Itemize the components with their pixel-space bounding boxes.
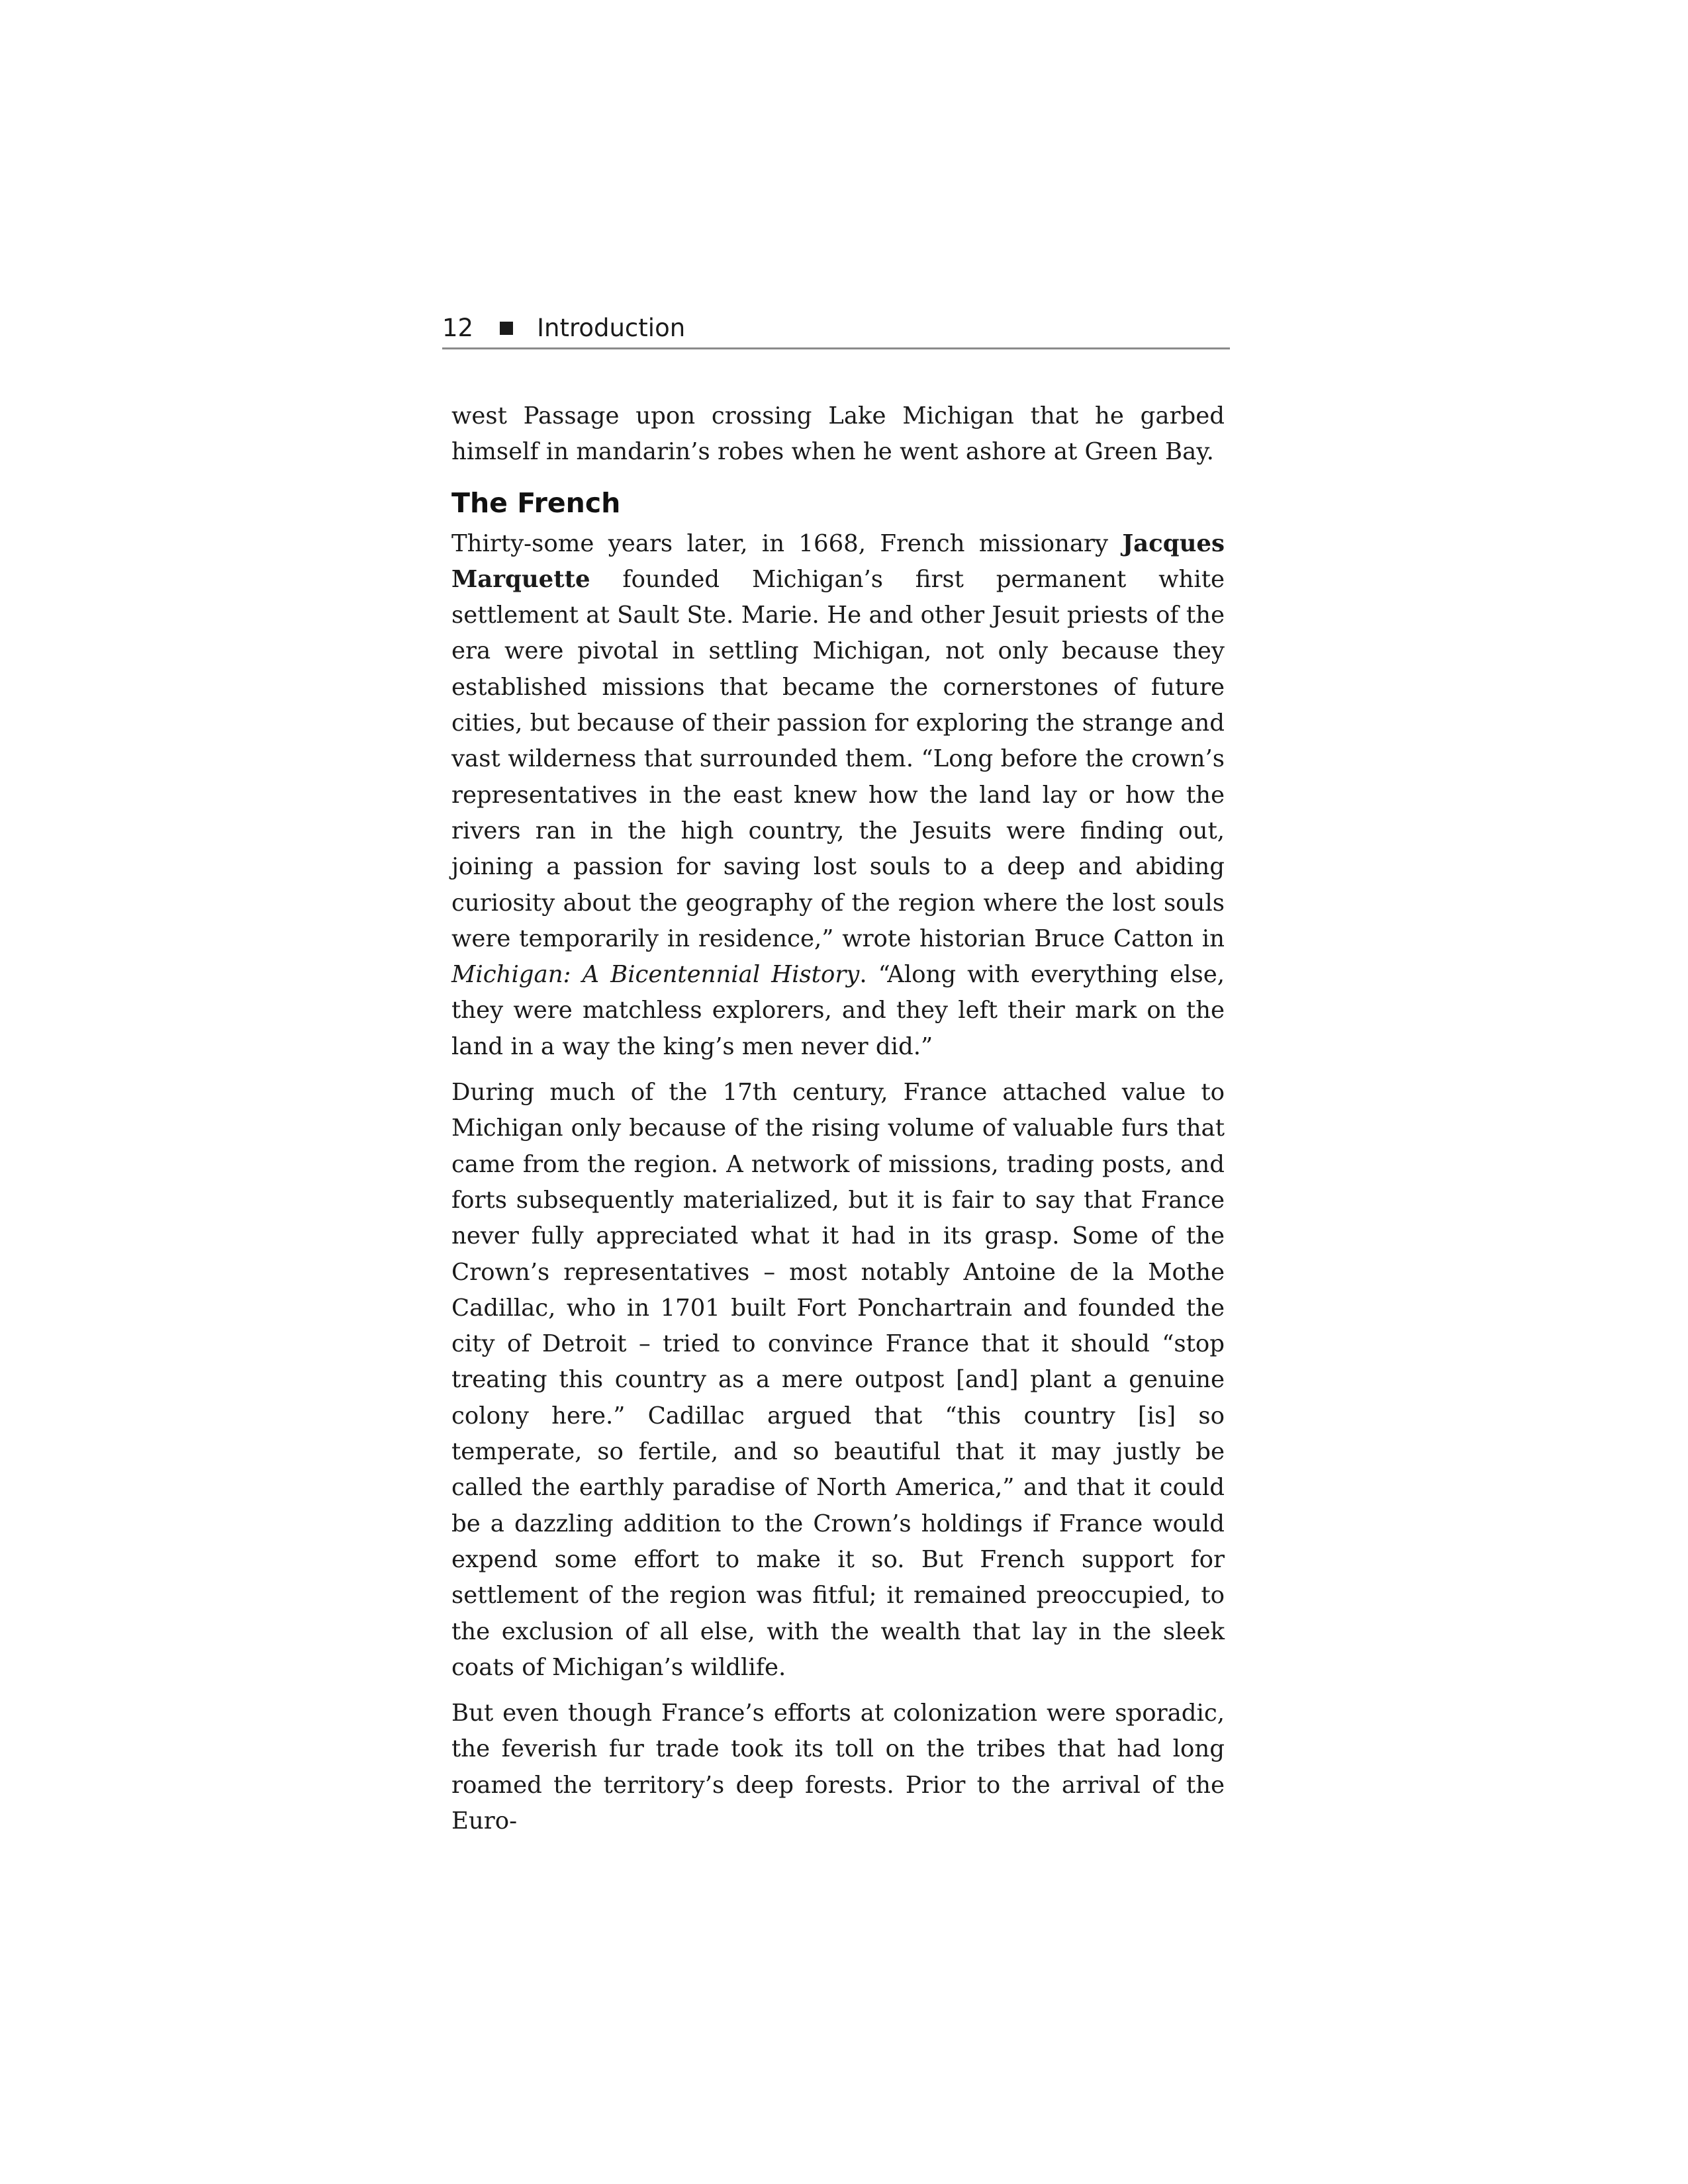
paragraph-text: founded Michigan’s first permanent white settlement at Sault Ste. Marie. He and other Jesuit priests of the era were pivotal in settling Michigan, not only because they established missions that became the cornerstones of future cities, but because of their passion for exploring the strange and vast wilderness that surrounded them. “Long before the crown’s representatives in the east knew how the land lay or how the rivers ran in the high country, the Jesuits were finding out, joining a passion for saving lost souls to a deep and abiding curiosity about the geography of the region where the lost souls were temporarily in residence,” wrote historian Bruce Catton in	[451, 565, 1225, 952]
paragraph-marquette	[451, 526, 1225, 1065]
paragraph-colonization: But even though France’s efforts at colonization were sporadic, the feverish fur trade took its toll on the tribes that had long roamed the territory’s deep forests. Prior to the arrival of the Euro-	[451, 1700, 1225, 1835]
paragraph-fur-trade: During much of the 17th century, France attached value to Michigan only because of the rising volume of valuable furs that came from the region. A network of missions, trading posts, and forts subsequently materialized, but it is fair to say that France never fully appreciated what it had in its grasp. Some of the Crown’s representatives – most notably Antoine de la Mothe Cadillac, who in 1701 built Fort Ponchartrain and founded the city of Detroit – tried to convince France that it should “stop treating this country as a mere outpost [and] plant a genuine colony here.” Cadillac argued that “this country [is] so temperate, so fertile, and so beautiful that it may justly be called the earthly paradise of North America,” and that it could be a dazzling addition to the Crown’s holdings if France would expend some effort to make it so. But French support for settlement of the region was fitful; it remained preoccupied, to the exclusion of all else, with the wealth that lay in the sleek coats of Michigan’s wildlife.	[451, 1079, 1225, 1681]
bold-name: Jacques Marquette	[451, 529, 1225, 593]
paragraph-text: . “Along with everything else, they were matchless explorers, and they left their mark on the land in a way the king’s men never did.”	[451, 961, 1225, 1060]
header-rule	[442, 347, 1230, 349]
section-title: Introduction	[537, 314, 686, 342]
running-head	[442, 311, 1230, 345]
book-title: Michigan: A Bicentennial History	[451, 961, 860, 989]
paragraph-continued: west Passage upon crossing Lake Michigan that he garbed himself in mandarin’s robes when he went ashore at Green Bay.	[451, 402, 1225, 466]
section-heading: The French	[451, 486, 621, 519]
page-number: 12	[442, 314, 474, 342]
paragraph-text: Thirty-some years later, in 1668, French missionary	[451, 529, 1123, 557]
square-bullet-icon	[500, 322, 513, 335]
body-text	[451, 398, 1225, 1839]
